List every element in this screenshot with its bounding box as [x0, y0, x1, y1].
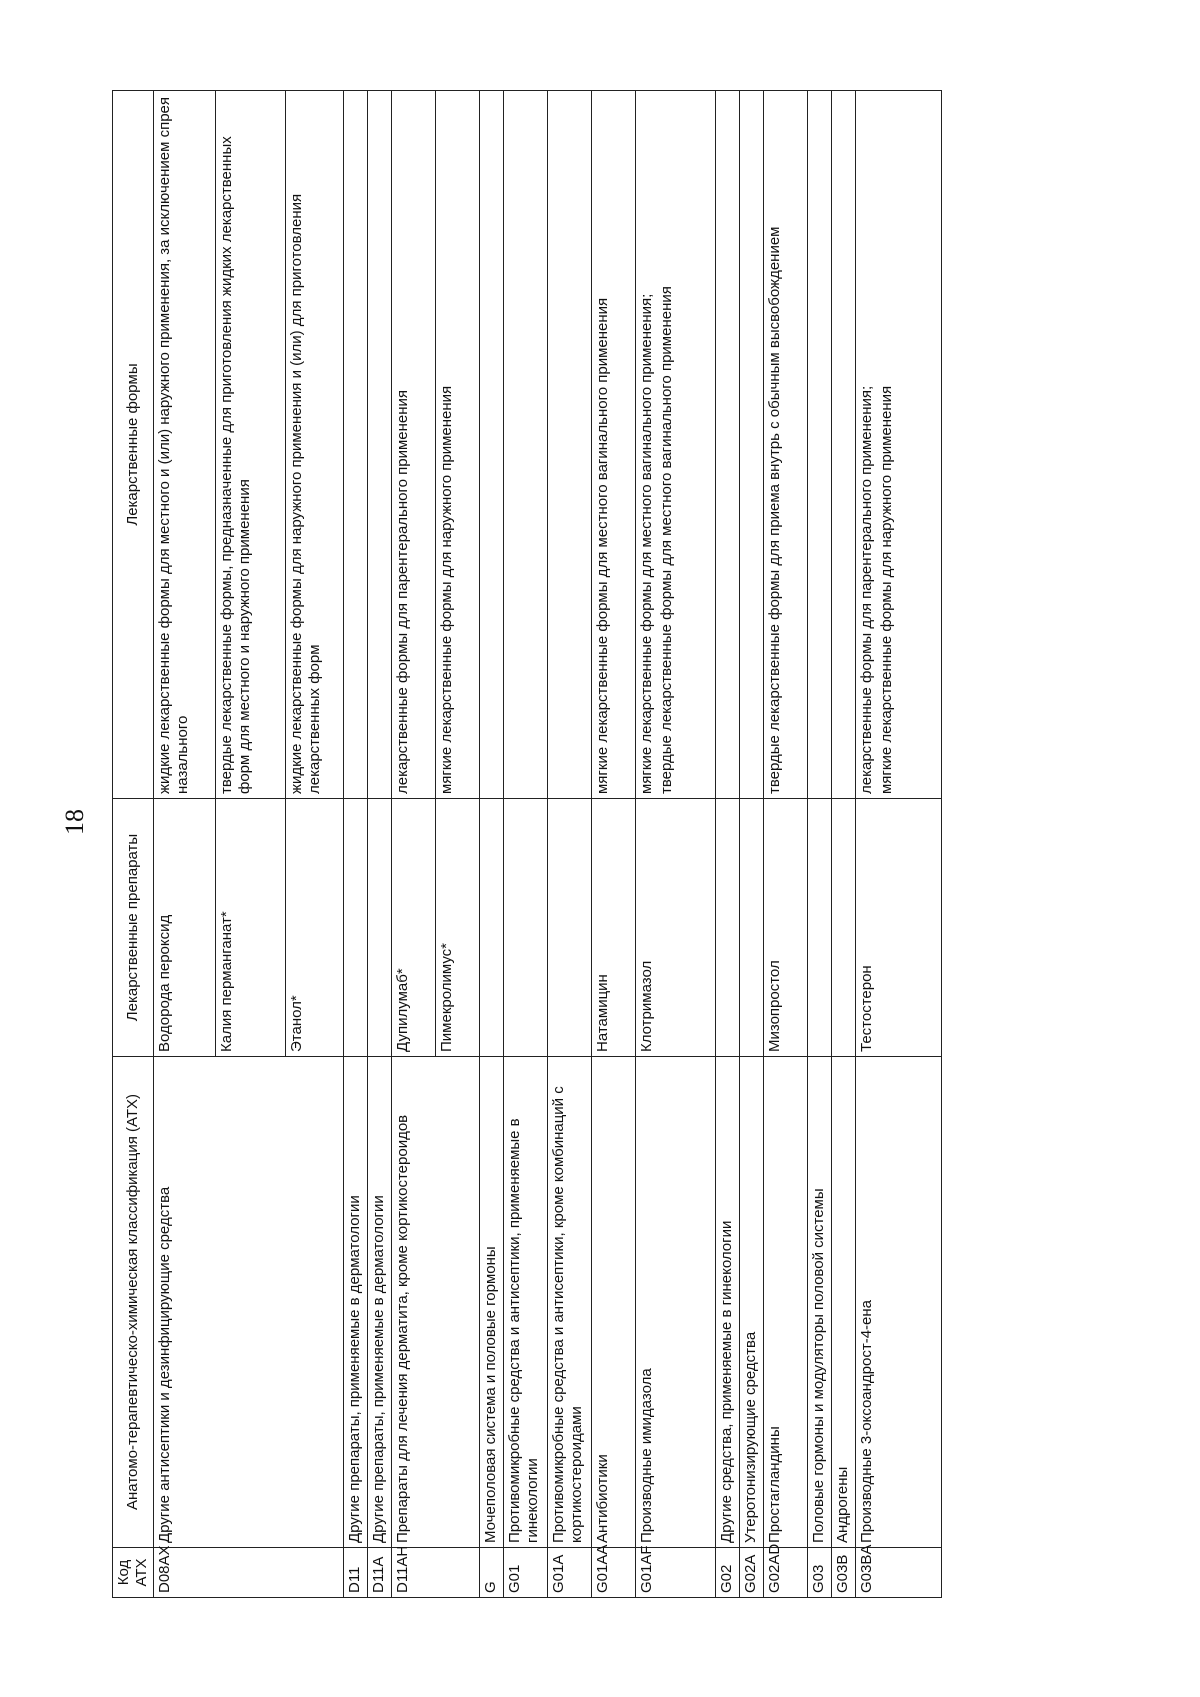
- table-row: [344, 91, 368, 1598]
- table-row: [808, 91, 832, 1598]
- cell-forms: [636, 91, 716, 799]
- table-row: [548, 91, 592, 1598]
- cell-classification: Утеротонизирующие средства: [740, 1057, 764, 1548]
- cell-forms: [154, 91, 216, 799]
- cell-classification: Противомикробные средства и антисептики, кроме комбинаций с кортикостероидами: [548, 1057, 592, 1548]
- cell-drug: Дупилумаб*: [392, 799, 436, 1057]
- page-number: 18: [60, 809, 89, 835]
- cell-drug: Пимекролимус*: [436, 799, 480, 1057]
- cell-classification: Андрогены: [832, 1057, 856, 1548]
- cell-classification: Мочеполовая система и половые гормоны: [480, 1057, 504, 1548]
- form-item: жидкие лекарственные формы для местного и (или) наружного применения, за исключением спрея назального: [156, 96, 191, 794]
- cell-drug: [808, 799, 832, 1057]
- cell-forms: [740, 91, 764, 799]
- cell-classification: Другие препараты, применяемые в дерматологии: [344, 1057, 368, 1548]
- form-item: жидкие лекарственные формы для наружного применения и (или) для приготовления лекарственных форм: [288, 193, 323, 794]
- cell-classification: Производные имидазола: [636, 1057, 716, 1548]
- cell-classification: Антибиотики: [592, 1057, 636, 1548]
- cell-classification: Другие препараты, применяемые в дерматологии: [368, 1057, 392, 1548]
- cell-drug: Натамицин: [592, 799, 636, 1057]
- cell-classification: Препараты для лечения дерматита, кроме кортикостероидов: [392, 1057, 480, 1548]
- cell-forms: [392, 91, 436, 799]
- cell-forms: [548, 91, 592, 799]
- cell-forms: [808, 91, 832, 799]
- header-forms: Лекарственные формы: [113, 91, 154, 799]
- header-classification: Анатомо-терапевтическо-химическая классификация (АТХ): [113, 1057, 154, 1548]
- cell-classification: Простагландины: [764, 1057, 808, 1548]
- cell-atc-code: G03B: [832, 1548, 856, 1598]
- cell-drug: [832, 799, 856, 1057]
- table-row: [480, 91, 504, 1598]
- table-row: [716, 91, 740, 1598]
- cell-atc-code: G01AF: [636, 1548, 716, 1598]
- cell-atc-code: D11: [344, 1548, 368, 1598]
- form-item: лекарственные формы для парентерального применения;: [858, 385, 875, 794]
- cell-classification: Другие средства, применяемые в гинекологии: [716, 1057, 740, 1548]
- cell-drug: [344, 799, 368, 1057]
- cell-atc-code: G02A: [740, 1548, 764, 1598]
- cell-atc-code: G01: [504, 1548, 548, 1598]
- cell-forms: [436, 91, 480, 799]
- cell-classification: Производные 3-оксоандрост-4-ена: [856, 1057, 942, 1548]
- cell-atc-code: G02AD: [764, 1548, 808, 1598]
- table-container: [112, 91, 1047, 1598]
- table-header-row: [113, 91, 154, 1598]
- form-item: мягкие лекарственные формы для наружного применения: [438, 385, 455, 794]
- table-row: [740, 91, 764, 1598]
- cell-forms: [856, 91, 942, 799]
- cell-atc-code: G01AA: [592, 1548, 636, 1598]
- table-body: [154, 91, 942, 1598]
- cell-atc-code: G03: [808, 1548, 832, 1598]
- cell-atc-code: D11A: [368, 1548, 392, 1598]
- cell-forms: [480, 91, 504, 799]
- cell-drug: Водорода пероксид: [154, 799, 216, 1057]
- cell-drug: [368, 799, 392, 1057]
- cell-atc-code: G03BA: [856, 1548, 942, 1598]
- form-item: мягкие лекарственные формы для наружного применения: [878, 385, 895, 794]
- cell-forms: [832, 91, 856, 799]
- cell-atc-code: G01A: [548, 1548, 592, 1598]
- cell-drug: Калия перманганат*: [216, 799, 286, 1057]
- cell-atc-code: D08AX: [154, 1548, 344, 1598]
- cell-forms: [764, 91, 808, 799]
- form-item: твердые лекарственные формы для местного вагинального применения: [658, 286, 675, 794]
- table-row: [592, 91, 636, 1598]
- cell-classification: Другие антисептики и дезинфицирующие средства: [154, 1057, 344, 1548]
- atc-table: [112, 90, 942, 1598]
- cell-atc-code: G02: [716, 1548, 740, 1598]
- table-row: [368, 91, 392, 1598]
- cell-classification: Противомикробные средства и антисептики, применяемые в гинекологии: [504, 1057, 548, 1548]
- header-code: Код АТХ: [113, 1548, 154, 1598]
- cell-forms: [344, 91, 368, 799]
- cell-atc-code: G: [480, 1548, 504, 1598]
- form-item: мягкие лекарственные формы для местного вагинального применения: [594, 297, 611, 794]
- cell-drug: Мизопростол: [764, 799, 808, 1057]
- form-item: мягкие лекарственные формы для местного вагинального применения;: [638, 293, 655, 794]
- cell-drug: Тестостерон: [856, 799, 942, 1057]
- table-row: [392, 91, 436, 1598]
- form-item: твердые лекарственные формы, предназначенные для приготовления жидких лекарственных форм для местного и наружного применения: [218, 136, 253, 794]
- form-item: лекарственные формы для парентерального применения: [394, 389, 411, 794]
- cell-drug: [504, 799, 548, 1057]
- table-row: [154, 91, 216, 1598]
- table-row: [636, 91, 716, 1598]
- cell-forms: [286, 91, 344, 799]
- table-row: [832, 91, 856, 1598]
- cell-atc-code: D11AH: [392, 1548, 480, 1598]
- form-item: твердые лекарственные формы для приема внутрь с обычным высвобождением: [766, 226, 783, 794]
- cell-drug: [548, 799, 592, 1057]
- cell-classification: Половые гормоны и модуляторы половой системы: [808, 1057, 832, 1548]
- cell-drug: [480, 799, 504, 1057]
- cell-forms: [592, 91, 636, 799]
- table-row: [856, 91, 942, 1598]
- cell-forms: [504, 91, 548, 799]
- cell-drug: Клотримазол: [636, 799, 716, 1057]
- table-row: [764, 91, 808, 1598]
- cell-drug: [740, 799, 764, 1057]
- cell-forms: [368, 91, 392, 799]
- cell-drug: Этанол*: [286, 799, 344, 1057]
- cell-forms: [216, 91, 286, 799]
- cell-forms: [716, 91, 740, 799]
- table-row: [504, 91, 548, 1598]
- header-drugs: Лекарственные препараты: [113, 799, 154, 1057]
- cell-drug: [716, 799, 740, 1057]
